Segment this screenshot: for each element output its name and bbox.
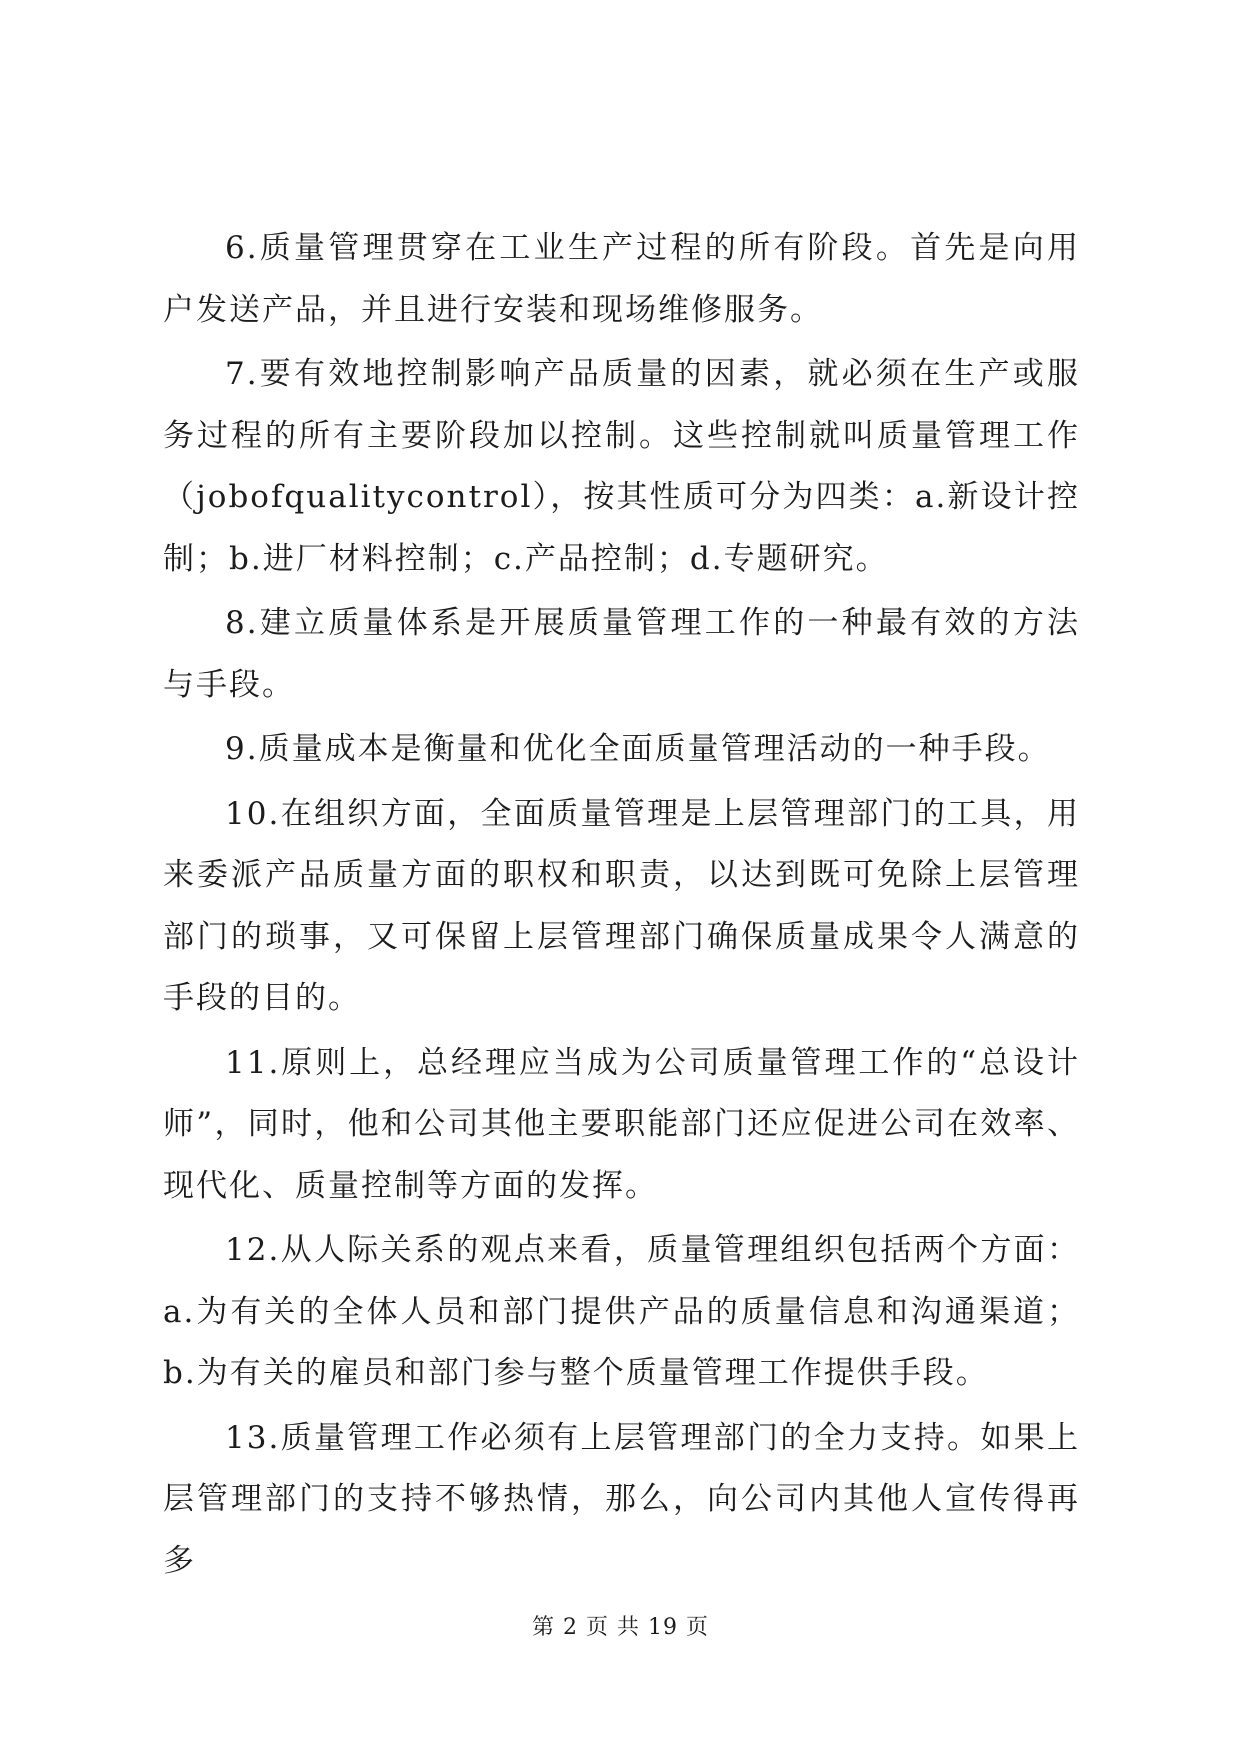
paragraph-11: 11.原则上，总经理应当成为公司质量管理工作的“总设计师”，同时，他和公司其他主要职能部门还应促进公司在效率、现代化、质量控制等方面的发挥。 bbox=[163, 1044, 1080, 1204]
page-number-footer: 第 2 页 共 19 页 bbox=[532, 1615, 709, 1640]
paragraph-6: 6.质量管理贯穿在工业生产过程的所有阶段。首先是向用户发送产品，并且进行安装和现场维修服务。 bbox=[163, 230, 1080, 328]
paragraph-10: 10.在组织方面，全面质量管理是上层管理部门的工具，用来委派产品质量方面的职权和职责，以达到既可免除上层管理部门的琐事，又可保留上层管理部门确保质量成果令人满意的手段的目的。 bbox=[163, 795, 1080, 1016]
paragraph-7: 7.要有效地控制影响产品质量的因素，就必须在生产或服务过程的所有主要阶段加以控制。这些控制就叫质量管理工作（jobofqualitycontrol），按其性质可分为四类：a.新设计控制；b.进厂材料控制；c.产品控制；d.专题研究。 bbox=[163, 356, 1080, 577]
paragraph-12: 12.从人际关系的观点来看，质量管理组织包括两个方面：a.为有关的全体人员和部门提供产品的质量信息和沟通渠道；b.为有关的雇员和部门参与整个质量管理工作提供手段。 bbox=[163, 1232, 1080, 1391]
paragraph-9: 9.质量成本是衡量和优化全面质量管理活动的一种手段。 bbox=[225, 731, 1051, 767]
paragraph-8: 8.建立质量体系是开展质量管理工作的一种最有效的方法与手段。 bbox=[163, 605, 1080, 703]
paragraph-13: 13.质量管理工作必须有上层管理部门的全力支持。如果上层管理部门的支持不够热情，那么，向公司内其他人宣传得再多 bbox=[163, 1419, 1080, 1579]
body-text bbox=[163, 218, 1080, 1595]
